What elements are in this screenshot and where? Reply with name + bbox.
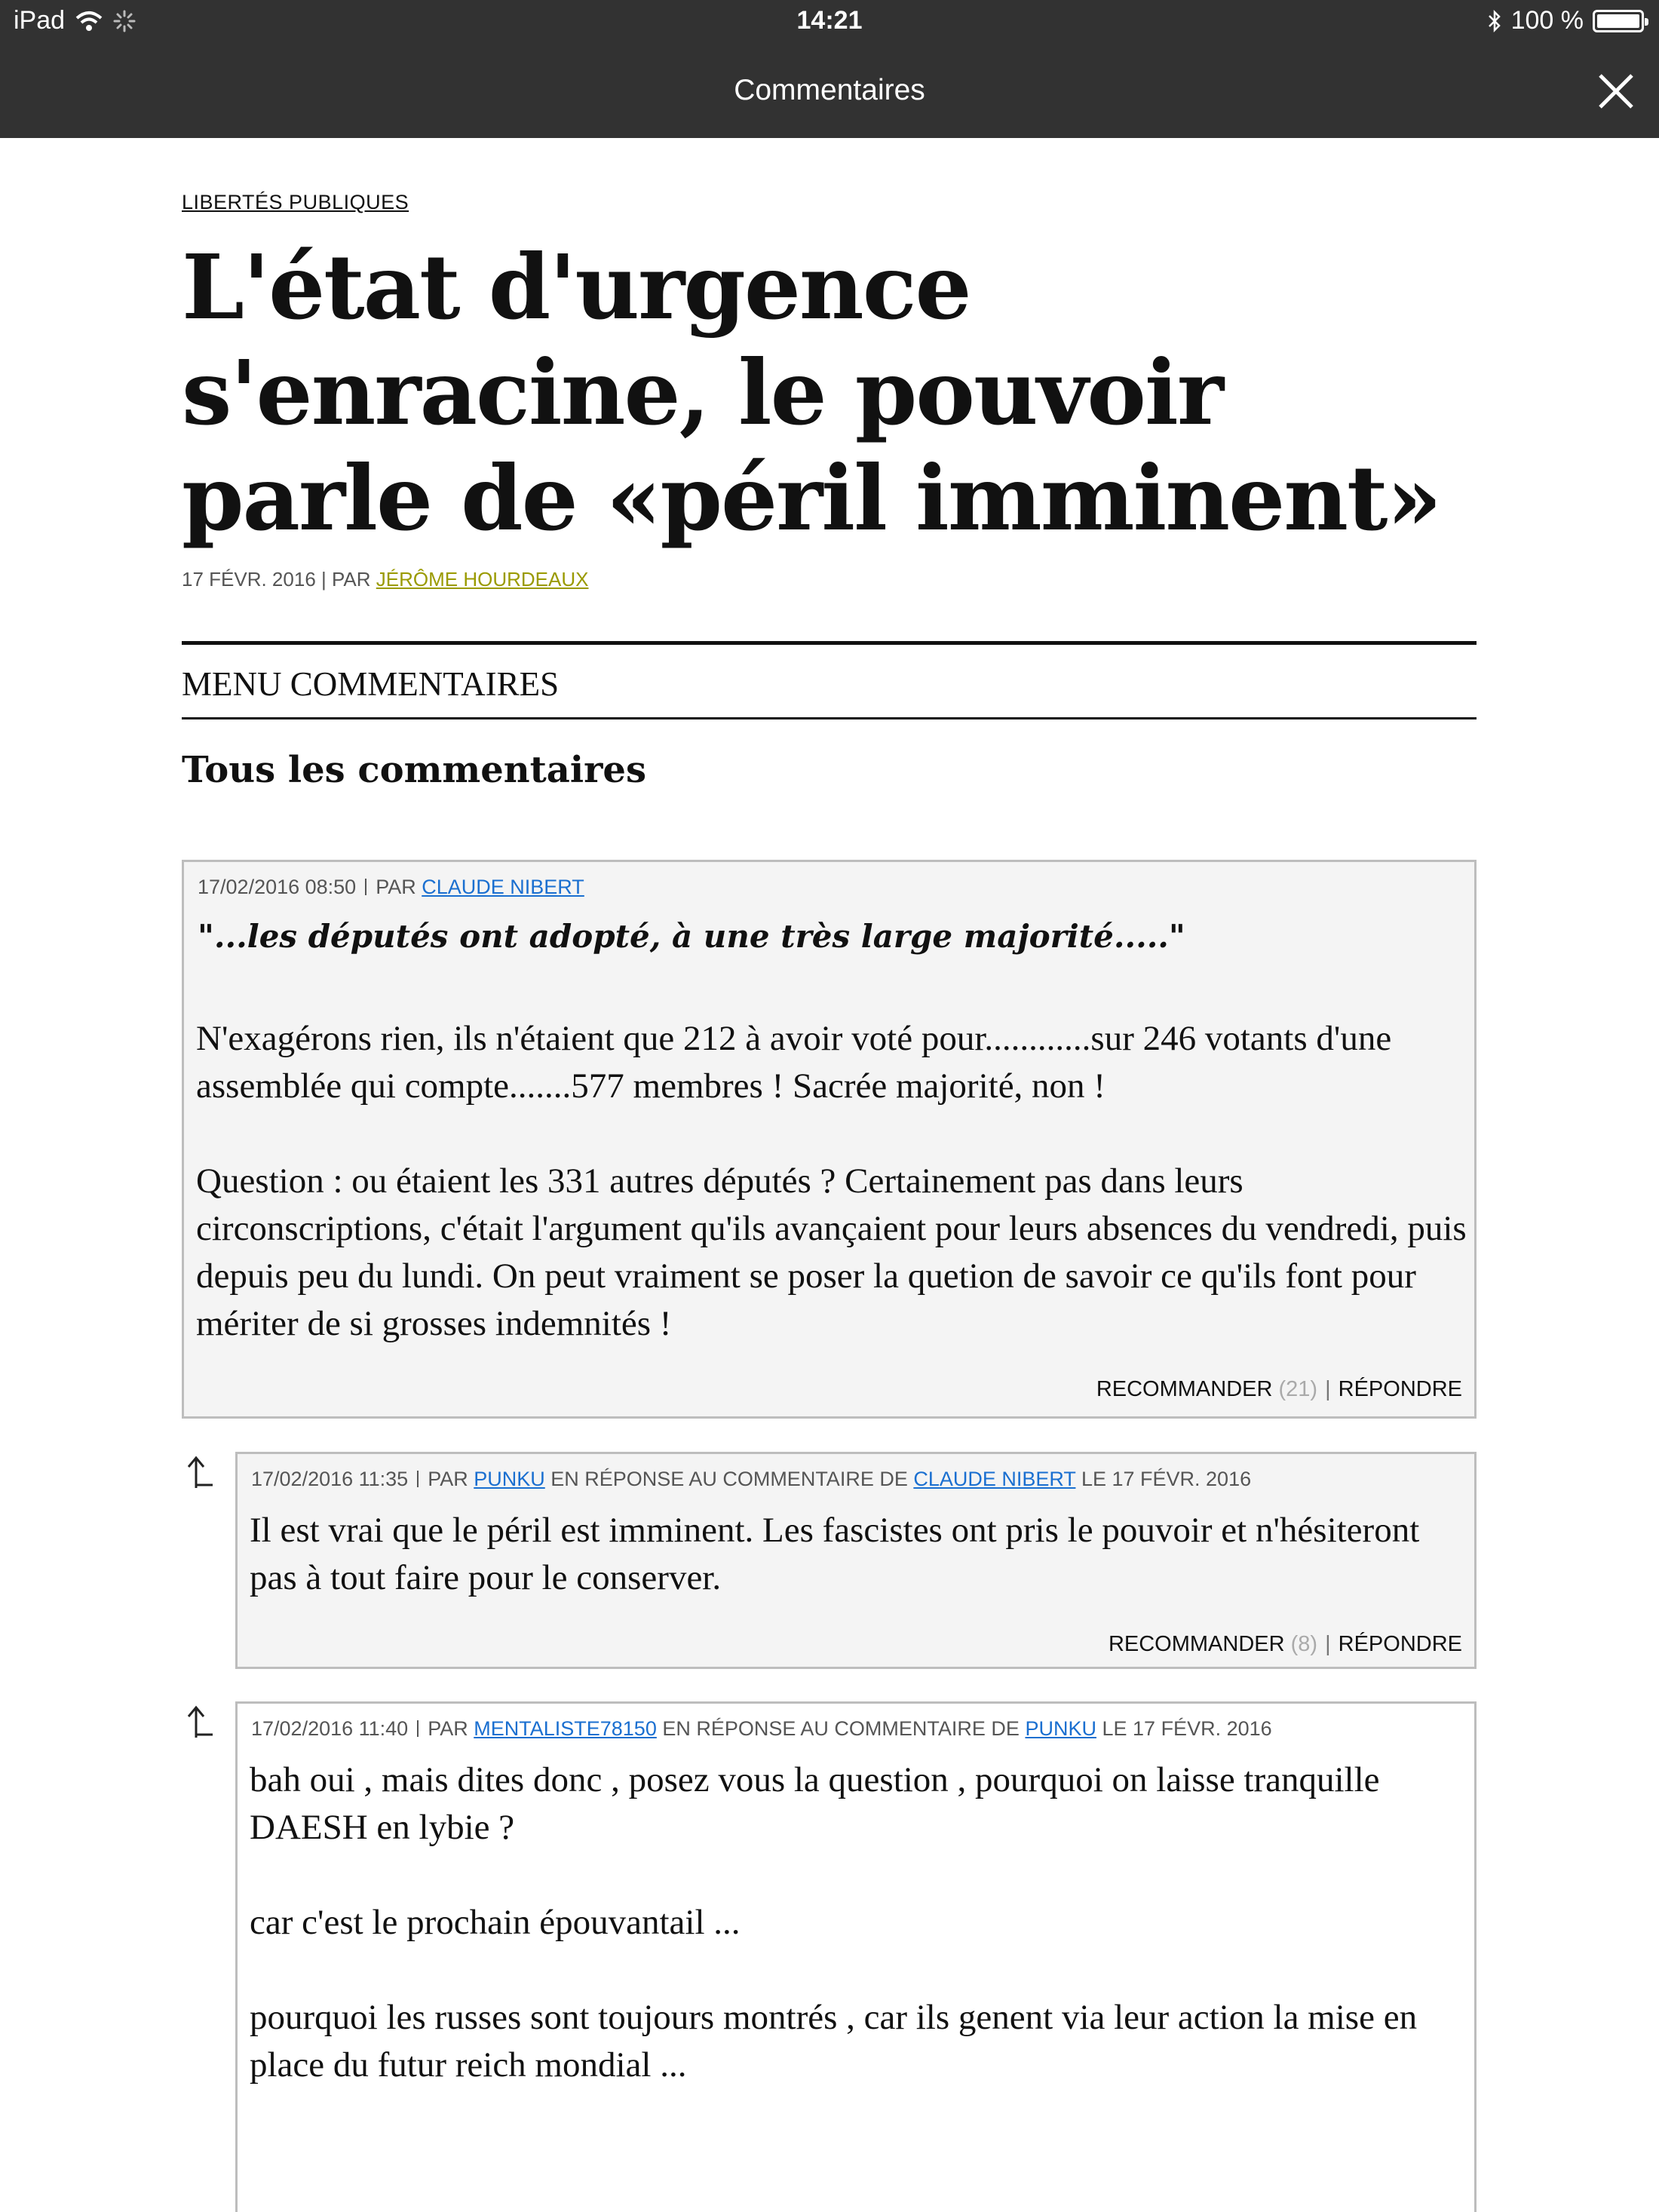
reply-date: 17 FÉVR. 2016 (1112, 1468, 1252, 1490)
comment-paragraph: bah oui , mais dites donc , posez vous la question , pourquoi on laisse tranquille DAESH en lybie ? (250, 1760, 1380, 1847)
on-label: LE (1102, 1717, 1127, 1740)
bluetooth-icon (1487, 9, 1502, 33)
comment-body (250, 1756, 1468, 2089)
comment-item (235, 1701, 1477, 2212)
by-label: PAR (376, 876, 416, 898)
comment-paragraph: Il est vrai que le péril est imminent. Les fascistes ont pris le pouvoir et n'hésiteront pas à tout faire pour le conserver. (250, 1511, 1420, 1597)
comment-actions: RECOMMANDER (8) | RÉPONDRE (1108, 1632, 1462, 1656)
recommend-count: (8) (1290, 1632, 1318, 1656)
reply-to-label: EN RÉPONSE AU COMMENTAIRE DE (550, 1468, 908, 1490)
byline-prefix: | PAR (321, 568, 371, 591)
comment-meta (251, 1717, 1272, 1741)
comment-meta (251, 1468, 1251, 1491)
comment-item (182, 860, 1477, 1419)
reply-button[interactable]: RÉPONDRE (1338, 1377, 1462, 1401)
reply-to-label: EN RÉPONSE AU COMMENTAIRE DE (662, 1717, 1020, 1740)
article-author-link[interactable]: JÉRÔME HOURDEAUX (376, 568, 589, 591)
battery-percent: 100 % (1510, 6, 1584, 35)
status-bar (0, 0, 1659, 45)
comment-paragraph: car c'est le prochain épouvantail ... (250, 1903, 741, 1942)
article-date: 17 FÉVR. 2016 (182, 568, 316, 591)
reply-button[interactable]: RÉPONDRE (1338, 1632, 1462, 1656)
recommend-count: (21) (1278, 1377, 1318, 1401)
article-category-link[interactable]: LIBERTÉS PUBLIQUES (182, 191, 409, 213)
article-headline: L'état d'urgence s'enracine, le pouvoir parle de «péril imminent» (182, 235, 1441, 551)
comment-datetime: 17/02/2016 11:35 (251, 1468, 409, 1490)
on-label: LE (1081, 1468, 1106, 1490)
close-icon[interactable] (1590, 65, 1642, 118)
comment-actions: RECOMMANDER (21) | RÉPONDRE (1096, 1377, 1462, 1401)
comment-author-link[interactable]: CLAUDE NIBERT (422, 876, 584, 898)
comment-body (196, 1015, 1467, 1348)
comment-paragraph: N'exagérons rien, ils n'étaient que 212 à avoir voté pour............sur 246 votants d'une assemblée qui compte.......577 membres ! Sacrée majorité, non ! (196, 1019, 1392, 1106)
comment-paragraph: pourquoi les russes sont toujours montrés , car ils genent via leur action la mise en place du futur reich mondial ... (250, 1998, 1418, 2085)
comments-menu-label: MENU COMMENTAIRES (182, 665, 560, 703)
comment-author-link[interactable]: MENTALISTE78150 (474, 1717, 657, 1740)
comment-datetime: 17/02/2016 08:50 (198, 876, 357, 898)
top-bar (0, 0, 1659, 138)
comments-menu[interactable] (182, 641, 1477, 719)
comment-paragraph: Question : ou étaient les 331 autres députés ? Certainement pas dans leurs circonscriptions, c'était l'argument qu'ils avançaient pour leurs absences du vendredi, puis depuis peu du lundi. On peut vraiment se poser la quetion de savoir ce qu'ils font pour mériter de si grosses indemnités ! (196, 1161, 1467, 1343)
recommend-button[interactable]: RECOMMANDER (1096, 1377, 1273, 1401)
reply-to-author-link[interactable]: CLAUDE NIBERT (913, 1468, 1076, 1490)
device-label: iPad (14, 6, 66, 35)
comment-quote: "...les députés ont adopté, à une très large majorité....." (198, 918, 1185, 955)
section-title: Tous les commentaires (182, 749, 646, 791)
article-byline (182, 568, 588, 591)
nav-title: Commentaires (734, 74, 925, 106)
by-label: PAR (428, 1468, 468, 1490)
reply-arrow-icon (186, 1455, 216, 1489)
reply-arrow-icon (186, 1704, 216, 1739)
comment-author-link[interactable]: PUNKU (474, 1468, 545, 1490)
comment-item (235, 1452, 1477, 1669)
comment-body (250, 1507, 1468, 1602)
status-right (1487, 6, 1644, 35)
reply-date: 17 FÉVR. 2016 (1133, 1717, 1272, 1740)
reply-to-author-link[interactable]: PUNKU (1025, 1717, 1096, 1740)
comment-datetime: 17/02/2016 11:40 (251, 1717, 409, 1740)
battery-icon (1593, 10, 1644, 32)
recommend-button[interactable]: RECOMMANDER (1108, 1632, 1285, 1656)
comment-meta (198, 876, 584, 899)
by-label: PAR (428, 1717, 468, 1740)
status-time: 14:21 (796, 6, 863, 35)
